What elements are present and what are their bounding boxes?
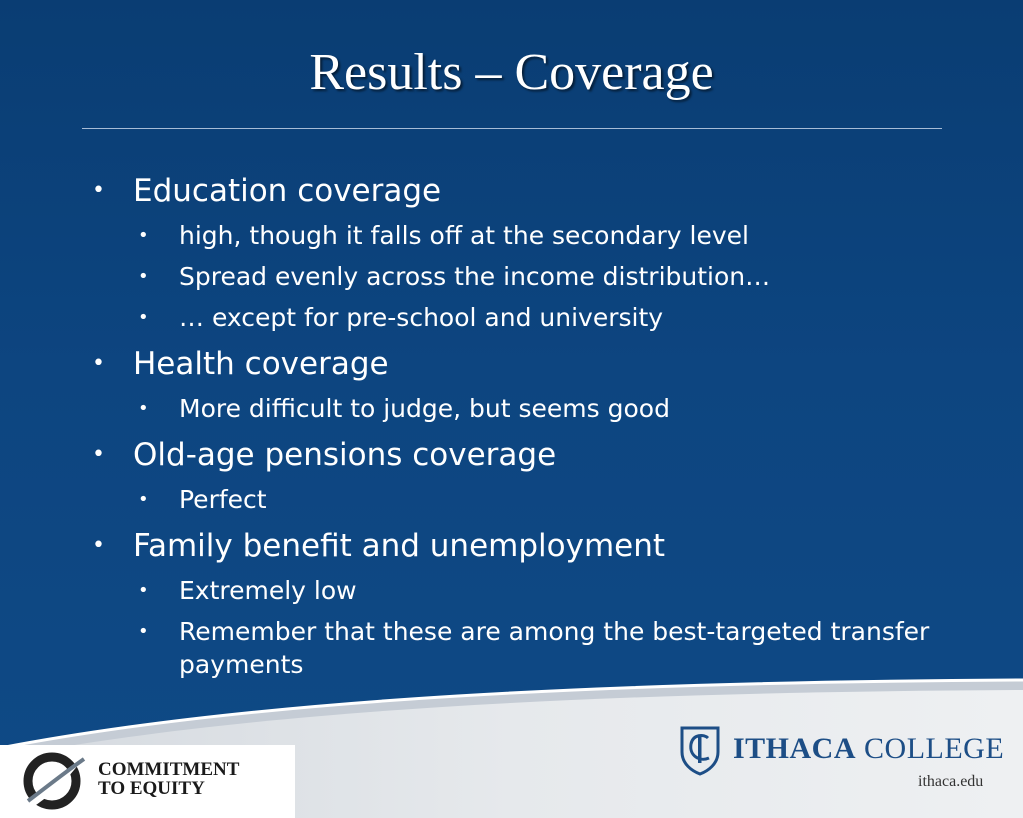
bullet-text: Health coverage	[133, 346, 389, 382]
sub-bullet-text: More difficult to judge, but seems good	[179, 394, 670, 423]
bullet-text: Old-age pensions coverage	[133, 437, 557, 473]
sub-bullet-item	[138, 260, 972, 293]
sub-bullet-text: Spread evenly across the income distribution…	[179, 262, 771, 291]
bullet-item	[92, 435, 972, 475]
slide-title: Results – Coverage	[309, 44, 714, 101]
cte-name	[98, 760, 239, 798]
title-divider	[82, 128, 942, 129]
sub-bullet-item	[138, 574, 972, 607]
commitment-to-equity-logo	[0, 745, 295, 818]
sub-bullet-text: Perfect	[179, 485, 267, 514]
bullet-item	[92, 171, 972, 211]
sub-bullet-text: high, though it falls off at the secondary level	[179, 221, 749, 250]
sub-bullet-item	[138, 301, 972, 334]
ic-shield-icon	[678, 724, 722, 776]
college-url: ithaca.edu	[918, 773, 984, 790]
bullet-text: Family benefit and unemployment	[133, 528, 666, 564]
bullet-icon: •	[138, 489, 149, 510]
cte-line2: TO EQUITY	[98, 778, 205, 799]
bullet-icon: •	[92, 442, 105, 467]
bullet-icon: •	[138, 398, 149, 419]
bullet-list	[92, 168, 972, 681]
bullet-text: Education coverage	[133, 173, 442, 209]
sub-bullet-item	[138, 219, 972, 252]
cte-swoosh-icon	[22, 751, 88, 811]
bullet-icon: •	[138, 307, 149, 328]
cte-line1: COMMITMENT	[98, 759, 240, 780]
bullet-icon: •	[92, 178, 105, 203]
ithaca-college-wordmark	[733, 732, 1004, 766]
bullet-item	[92, 526, 972, 566]
bullet-icon: •	[138, 266, 149, 287]
college-name-bold: ITHACA	[733, 732, 857, 765]
college-name-rest: COLLEGE	[864, 732, 1005, 765]
sub-bullet-item	[138, 483, 972, 516]
bullet-icon: •	[138, 580, 149, 601]
bullet-item	[92, 344, 972, 384]
bullet-icon: •	[138, 621, 149, 642]
bullet-icon: •	[92, 351, 105, 376]
sub-bullet-text: Remember that these are among the best-targeted transfer payments	[179, 617, 930, 679]
sub-bullet-text: Extremely low	[179, 576, 357, 605]
bullet-icon: •	[92, 533, 105, 558]
sub-bullet-item	[138, 392, 972, 425]
sub-bullet-text: … except for pre-school and university	[179, 303, 664, 332]
bullet-icon: •	[138, 225, 149, 246]
